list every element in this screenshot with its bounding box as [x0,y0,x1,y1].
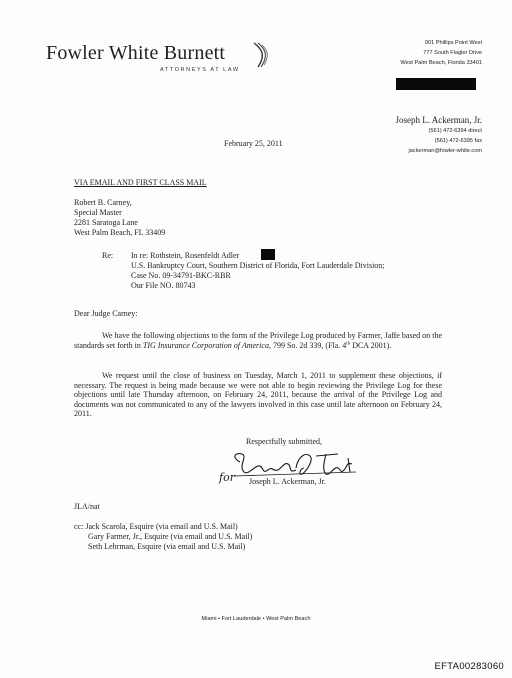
sender-name: Joseph L. Ackerman, Jr. [395,115,482,125]
letter-date: February 25, 2011 [224,139,283,148]
firm-logo-swoosh-icon [252,41,272,74]
firm-address-line1: 901 Phillips Point West [424,40,482,46]
redaction-block [396,78,476,90]
re-line2: U.S. Bankruptcy Court, Southern District of Florida, Fort Lauderdale Division; [131,261,385,270]
salutation: Dear Judge Carney: [74,309,138,318]
recipient-title: Special Master [74,208,122,217]
paragraph-2: We request until the close of business on Tuesday, March 1, 2011 to supplement these objections, if necessary. The request is being made because we were not able to begin reviewing the Privilege Log for these objections until late Thursday afternoon, on February 24, 2011, because the arrival of the Privilege Log and documents was not communicated to any of the lawyers involved in this case until late afternoon on February 24, 2011. [74,371,442,418]
paragraph-1-text-b: 799 So. 2d 339, (Fla. 4 [270,340,347,350]
firm-address-line3: West Palm Beach, Florida 33401 [400,60,482,66]
recipient-street: 2281 Saratoga Lane [74,218,138,227]
paragraph-1-text-c: DCA 2001). [350,340,392,350]
signature-name: Joseph L. Ackerman, Jr. [249,477,326,486]
re-line3: Case No. 09-34791-BKC-RBR [131,271,231,280]
cc-line-1: cc: Jack Scarola, Esquire (via email and U.S. Mail) [74,522,238,531]
firm-logo-name: Fowler White Burnett [46,42,226,64]
recipient-name: Robert B. Carney, [74,198,132,207]
cc-line-3: Seth Lehrman, Esquire (via email and U.S. Mail) [88,542,246,551]
firm-address-line2: 777 South Flagler Drive [423,50,482,56]
closing: Respectfully submitted, [246,437,322,446]
sender-email: jackerman@fowler-white.com [408,148,482,154]
recipient-city: West Palm Beach, FL 33409 [74,228,166,237]
re-line1: In re: Rothstein, Rosenfeldt Adler [131,251,240,260]
superscript-ordinal: th [346,340,351,346]
paragraph-1-text-a: We have the following objections to the form of the Privilege Log produced by Farmer, Jaffe based on the standards set forth in [74,331,442,350]
sender-fax: (561) 472-6395 fax [434,138,482,144]
sender-direct: (561) 472-6394 direct [428,128,482,134]
case-citation-name: TIG Insurance Corporation of America, [142,340,271,350]
redaction-block [261,249,275,260]
footer-offices: Miami • Fort Lauderdale • West Palm Beach [201,616,311,622]
cc-line-2: Gary Farmer, Jr., Esquire (via email and U.S. Mail) [88,532,253,541]
re-label: Re: [102,251,114,260]
typist-initials: JLA/nat [74,502,100,511]
firm-tagline: ATTORNEYS AT LAW [160,67,240,73]
signature-for-mark: for [219,471,235,484]
bates-number: EFTA00283060 [434,661,504,672]
paragraph-1 [74,331,442,350]
delivery-method: VIA EMAIL AND FIRST CLASS MAIL [74,178,207,187]
re-line4: Our File NO. 80743 [131,281,196,290]
